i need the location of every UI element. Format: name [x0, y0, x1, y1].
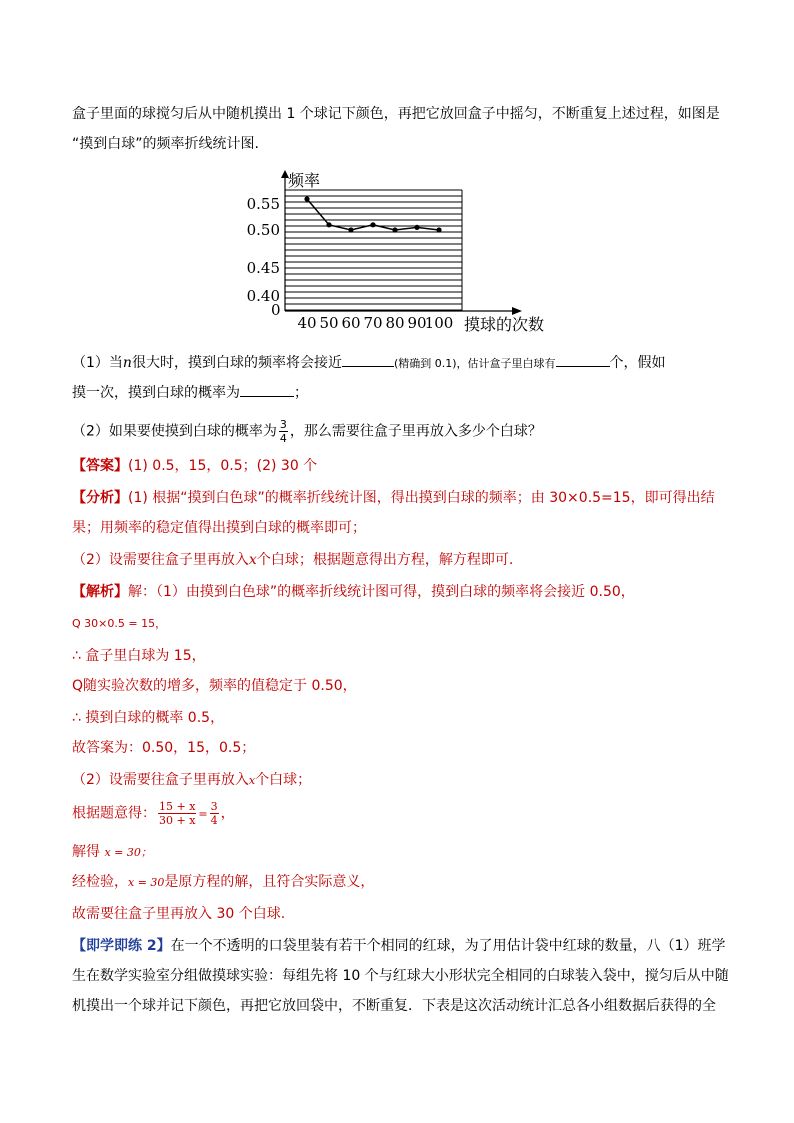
equation-right-denominator: 4 — [210, 814, 218, 827]
analysis-l3-a: （2）设需要往盒子里再放入 — [72, 552, 249, 568]
data-point-5 — [414, 225, 419, 230]
y-tick-label-3: 0.40 — [246, 287, 280, 305]
analysis-text-1: (1) 根据“摸到白色球”的概率折线统计图，得出摸到白球的频率；由 30×0.5=15，即可得出结 — [128, 490, 715, 506]
solution-l9-a: 解得 — [72, 844, 100, 860]
frequency-line-chart — [230, 168, 570, 338]
solution-line-9 — [72, 842, 152, 863]
question-1-line-1 — [72, 352, 666, 374]
y-tick-label-1: 0.50 — [246, 221, 280, 239]
intro-line-1: 盒子里面的球搅匀后从中随机摸出 1 个球记下颜色，再把它放回盒子中摇匀，不断重复上述过程，如图是 — [72, 106, 720, 122]
analysis-line-1 — [72, 488, 715, 508]
x-tick-label-5: 90 — [407, 314, 427, 332]
solution-line-11: 故需要往盒子里再放入 30 个白球. — [72, 906, 286, 922]
x-tick-label-4: 80 — [385, 314, 405, 332]
analysis-tag: 【分析】 — [72, 490, 128, 506]
x-axis-label: 摸球的次数 — [464, 315, 545, 334]
q1-part-b: 很大时，摸到白球的频率将会接近 — [131, 355, 342, 371]
solution-line-2: Q 30×0.5 = 15， — [72, 617, 167, 630]
q1-blank-1[interactable] — [342, 352, 394, 367]
analysis-l3-b: 个白球；根据题意得出方程，解方程即可. — [256, 552, 514, 568]
y-axis-label: 频率 — [288, 171, 321, 190]
practice-tag: 【即学即练 2】 — [72, 938, 171, 954]
solution-l8-b: ， — [220, 805, 235, 822]
equation-fraction-right — [210, 800, 219, 827]
question-1-line-2 — [72, 382, 308, 403]
solution-line-8 — [72, 800, 235, 827]
data-point-1 — [326, 222, 331, 227]
question-2 — [72, 418, 542, 445]
equation-fraction-left — [158, 800, 196, 827]
data-point-2 — [348, 227, 353, 232]
y-tick-label-2: 0.45 — [246, 259, 280, 277]
analysis-variable-x: x — [248, 552, 257, 568]
solution-l8-a: 根据题意得： — [72, 805, 156, 822]
solution-text-1: 解：（1）由摸到白色球”的概率折线统计图可得，摸到白球的频率将会接近 0.50， — [128, 584, 635, 600]
solution-line-5: ∴ 摸到白球的概率 0.5， — [72, 710, 225, 726]
q1-line2-b: ； — [294, 385, 308, 401]
analysis-line-2: 果；用频率的稳定值得出摸到白球的概率即可； — [72, 520, 366, 536]
data-point-3 — [370, 222, 375, 227]
intro-line-2: “摸到白球”的频率折线统计图. — [72, 136, 259, 152]
q1-part-d: 个，假如 — [609, 355, 666, 371]
x-tick-label-1: 50 — [319, 314, 339, 332]
equation-right-numerator: 3 — [210, 800, 218, 813]
equation-left-numerator: 15 + x — [159, 800, 196, 813]
answer-tag: 【答案】 — [72, 458, 128, 474]
solution-line-4: Q随实验次数的增多，频率的值稳定于 0.50， — [72, 678, 357, 694]
solution-l7-b: 个白球； — [255, 772, 312, 788]
q1-variable-n: n — [122, 355, 132, 371]
q2-fraction-numerator: 3 — [279, 418, 287, 431]
solution-line-7 — [72, 770, 311, 791]
solution-line-10 — [72, 872, 374, 893]
solution-line-1 — [72, 582, 635, 602]
x-tick-label-3: 70 — [363, 314, 383, 332]
x-tick-label-2: 60 — [341, 314, 361, 332]
practice-line-2: 生在数学实验室分组做摸球实验：每组先将 10 个与红球大小形状完全相同的白球装入袋中，搅匀后从中随 — [72, 968, 729, 984]
solution-variable-x: x — [248, 774, 256, 787]
q1-part-a: （1）当 — [72, 355, 123, 371]
equation-left-denominator: 30 + x — [159, 814, 196, 827]
q1-part-c: (精确到 0.1)，估计盒子里白球有 — [393, 357, 556, 370]
solution-l10-c: 是原方程的解，且符合实际意义， — [164, 874, 375, 890]
answer-line — [72, 456, 317, 476]
origin-label: 0 — [271, 301, 281, 319]
q1-blank-3[interactable] — [240, 382, 294, 397]
q2-part-b: ，那么需要往盒子里再放入多少个白球？ — [289, 423, 542, 440]
solution-l9-b: x = 30； — [104, 846, 152, 859]
solution-tag: 【解析】 — [72, 584, 128, 600]
solution-l7-a: （2）设需要往盒子里再放入 — [72, 772, 249, 788]
y-tick-label-0: 0.55 — [246, 195, 280, 213]
q2-part-a: （2）如果要使摸到白球的概率为 — [72, 423, 277, 440]
practice-text-1: 在一个不透明的口袋里装有若干个相同的红球，为了用估计袋中红球的数量，八（1）班学 — [170, 938, 726, 954]
q2-fraction-denominator: 4 — [279, 432, 287, 445]
practice-line-3: 机摸出一个球并记下颜色，再把它放回袋中，不断重复．下表是这次活动统计汇总各小组数据后获得的全 — [72, 998, 716, 1014]
analysis-line-3 — [72, 550, 513, 570]
data-point-4 — [392, 227, 397, 232]
q2-fraction — [279, 418, 288, 445]
x-tick-label-0: 40 — [297, 314, 317, 332]
answer-text: (1) 0.5，15，0.5；(2) 30 个 — [128, 458, 318, 474]
solution-l10-a: 经检验， — [72, 874, 128, 890]
data-point-0 — [304, 196, 309, 201]
solution-line-6: 故答案为：0.50，15，0.5； — [72, 740, 256, 756]
q1-blank-2[interactable] — [556, 352, 610, 367]
solution-l10-b: x = 30 — [128, 876, 165, 889]
q1-line2-a: 摸一次，摸到白球的概率为 — [72, 385, 240, 401]
x-tick-label-6: 100 — [424, 314, 454, 332]
practice-line-1 — [72, 936, 726, 956]
equation-equals: = — [198, 807, 208, 821]
x-axis-arrow — [512, 307, 522, 315]
solution-line-3: ∴ 盒子里白球为 15， — [72, 648, 206, 664]
data-point-6 — [436, 227, 441, 232]
